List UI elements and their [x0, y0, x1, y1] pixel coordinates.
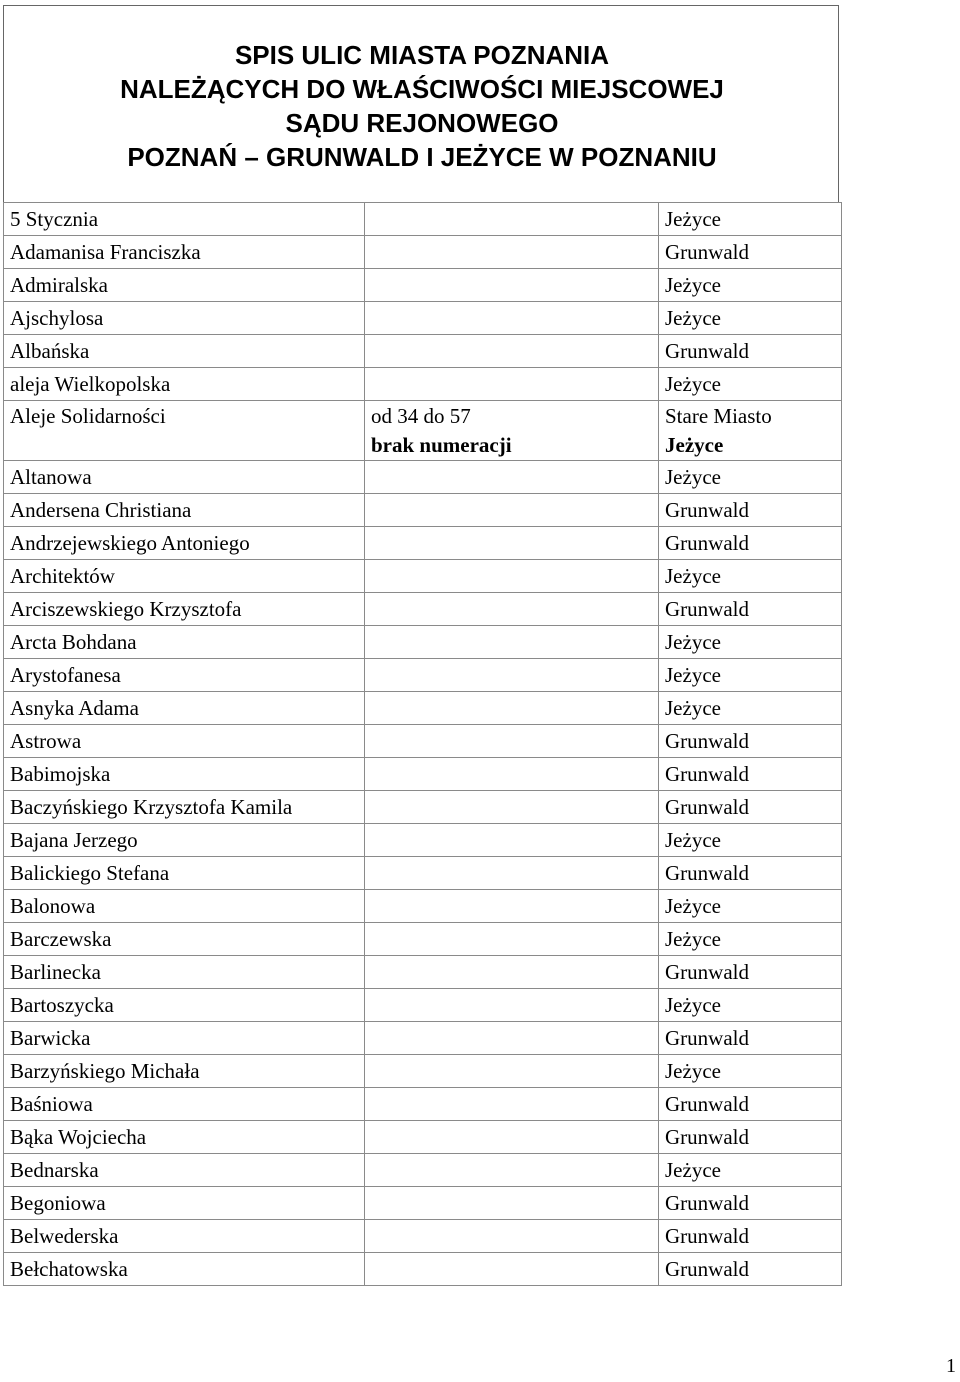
table-row	[4, 302, 842, 335]
number-range-text: od 34 do 57	[371, 404, 471, 428]
district-cell: Grunwald	[659, 1088, 842, 1121]
number-range-cell	[365, 401, 659, 461]
number-range-cell	[365, 1220, 659, 1253]
district-cell: Jeżyce	[659, 368, 842, 401]
document-header	[3, 5, 839, 202]
district-cell: Jeżyce	[659, 824, 842, 857]
street-name-cell: Barwicka	[4, 1022, 365, 1055]
district-cell: Jeżyce	[659, 890, 842, 923]
district-cell	[659, 401, 842, 461]
number-range-cell	[365, 527, 659, 560]
table-row	[4, 857, 842, 890]
district-cell: Jeżyce	[659, 1154, 842, 1187]
number-range-cell	[365, 923, 659, 956]
district-cell: Grunwald	[659, 1121, 842, 1154]
district-cell: Grunwald	[659, 527, 842, 560]
table-row	[4, 1220, 842, 1253]
number-range-cell	[365, 1154, 659, 1187]
table-row	[4, 368, 842, 401]
table-row	[4, 956, 842, 989]
district-cell: Grunwald	[659, 236, 842, 269]
table-row	[4, 461, 842, 494]
street-name-cell: Belwederska	[4, 1220, 365, 1253]
street-name-cell: Balonowa	[4, 890, 365, 923]
district-text-secondary: Jeżyce	[665, 433, 724, 457]
table-row	[4, 560, 842, 593]
street-name-cell: Barczewska	[4, 923, 365, 956]
table-row	[4, 824, 842, 857]
table-row	[4, 725, 842, 758]
number-range-cell	[365, 1055, 659, 1088]
street-name-cell: Architektów	[4, 560, 365, 593]
street-name-cell: Albańska	[4, 335, 365, 368]
number-range-cell	[365, 725, 659, 758]
number-range-cell	[365, 692, 659, 725]
district-cell: Grunwald	[659, 1022, 842, 1055]
street-name-cell: Andrzejewskiego Antoniego	[4, 527, 365, 560]
district-cell: Grunwald	[659, 593, 842, 626]
street-name-cell: Arcta Bohdana	[4, 626, 365, 659]
number-range-cell	[365, 560, 659, 593]
table-row	[4, 1121, 842, 1154]
number-range-cell	[365, 203, 659, 236]
table-row	[4, 626, 842, 659]
street-name-cell: Babimojska	[4, 758, 365, 791]
street-name-cell: Aleje Solidarności	[4, 401, 365, 461]
street-name-cell: Baczyńskiego Krzysztofa Kamila	[4, 791, 365, 824]
number-range-cell	[365, 956, 659, 989]
street-name-cell: Balickiego Stefana	[4, 857, 365, 890]
district-cell: Grunwald	[659, 335, 842, 368]
number-range-cell	[365, 368, 659, 401]
district-cell: Jeżyce	[659, 989, 842, 1022]
table-row	[4, 1253, 842, 1286]
number-range-cell	[365, 857, 659, 890]
table-row	[4, 269, 842, 302]
street-name-cell: Barzyńskiego Michała	[4, 1055, 365, 1088]
street-name-cell: 5 Stycznia	[4, 203, 365, 236]
street-name-cell: Barlinecka	[4, 956, 365, 989]
number-range-cell	[365, 626, 659, 659]
table-row	[4, 890, 842, 923]
number-range-cell	[365, 1121, 659, 1154]
street-name-cell: Bartoszycka	[4, 989, 365, 1022]
table-row	[4, 1088, 842, 1121]
page-number: 1	[946, 1355, 956, 1377]
street-name-cell: Begoniowa	[4, 1187, 365, 1220]
number-range-cell	[365, 1253, 659, 1286]
number-range-cell	[365, 494, 659, 527]
district-cell: Jeżyce	[659, 302, 842, 335]
district-cell: Grunwald	[659, 956, 842, 989]
number-range-cell	[365, 593, 659, 626]
street-name-cell: Andersena Christiana	[4, 494, 365, 527]
table-row	[4, 1055, 842, 1088]
table-row	[4, 791, 842, 824]
number-range-cell	[365, 461, 659, 494]
district-text: Stare Miasto	[665, 404, 772, 428]
number-range-cell	[365, 791, 659, 824]
street-name-cell: Asnyka Adama	[4, 692, 365, 725]
district-cell: Grunwald	[659, 758, 842, 791]
street-name-cell: aleja Wielkopolska	[4, 368, 365, 401]
table-row	[4, 923, 842, 956]
table-row	[4, 692, 842, 725]
street-name-cell: Bednarska	[4, 1154, 365, 1187]
district-cell: Grunwald	[659, 1220, 842, 1253]
table-row	[4, 989, 842, 1022]
number-range-note: brak numeracji	[371, 433, 512, 457]
title-line-1: SPIS ULIC MIASTA POZNANIA	[234, 40, 610, 70]
street-name-cell: Arciszewskiego Krzysztofa	[4, 593, 365, 626]
number-range-cell	[365, 659, 659, 692]
table-row	[4, 494, 842, 527]
district-cell: Grunwald	[659, 791, 842, 824]
street-name-cell: Admiralska	[4, 269, 365, 302]
number-range-cell	[365, 335, 659, 368]
district-cell: Grunwald	[659, 494, 842, 527]
streets-table	[3, 202, 842, 1286]
table-row	[4, 335, 842, 368]
table-row	[4, 527, 842, 560]
table-row	[4, 1187, 842, 1220]
number-range-cell	[365, 989, 659, 1022]
number-range-cell	[365, 1088, 659, 1121]
table-row	[4, 593, 842, 626]
number-range-cell	[365, 1022, 659, 1055]
table-row	[4, 236, 842, 269]
district-cell: Jeżyce	[659, 203, 842, 236]
title-line-2: NALEŻĄCYCH DO WŁAŚCIWOŚCI MIEJSCOWEJ	[120, 74, 724, 104]
district-cell: Grunwald	[659, 725, 842, 758]
street-name-cell: Adamanisa Franciszka	[4, 236, 365, 269]
table-row	[4, 203, 842, 236]
number-range-cell	[365, 269, 659, 302]
street-name-cell: Baśniowa	[4, 1088, 365, 1121]
district-cell: Jeżyce	[659, 1055, 842, 1088]
district-cell: Grunwald	[659, 857, 842, 890]
street-name-cell: Altanowa	[4, 461, 365, 494]
number-range-cell	[365, 302, 659, 335]
street-name-cell: Bajana Jerzego	[4, 824, 365, 857]
table-row	[4, 659, 842, 692]
street-name-cell: Astrowa	[4, 725, 365, 758]
street-name-cell: Arystofanesa	[4, 659, 365, 692]
district-cell: Jeżyce	[659, 692, 842, 725]
number-range-cell	[365, 824, 659, 857]
district-cell: Jeżyce	[659, 269, 842, 302]
streets-table-body	[4, 203, 842, 1286]
table-row	[4, 1154, 842, 1187]
district-cell: Jeżyce	[659, 923, 842, 956]
street-name-cell: Ajschylosa	[4, 302, 365, 335]
district-cell: Jeżyce	[659, 626, 842, 659]
street-name-cell: Bełchatowska	[4, 1253, 365, 1286]
district-cell: Grunwald	[659, 1187, 842, 1220]
number-range-cell	[365, 236, 659, 269]
table-row	[4, 1022, 842, 1055]
title-line-4: POZNAŃ – GRUNWALD I JEŻYCE W POZNANIU	[127, 142, 717, 172]
district-cell: Jeżyce	[659, 560, 842, 593]
table-row	[4, 758, 842, 791]
street-name-cell: Bąka Wojciecha	[4, 1121, 365, 1154]
district-cell: Jeżyce	[659, 461, 842, 494]
number-range-cell	[365, 890, 659, 923]
table-row	[4, 401, 842, 461]
number-range-cell	[365, 758, 659, 791]
number-range-cell	[365, 1187, 659, 1220]
title-line-3: SĄDU REJONOWEGO	[285, 108, 559, 138]
district-cell: Jeżyce	[659, 659, 842, 692]
district-cell: Grunwald	[659, 1253, 842, 1286]
